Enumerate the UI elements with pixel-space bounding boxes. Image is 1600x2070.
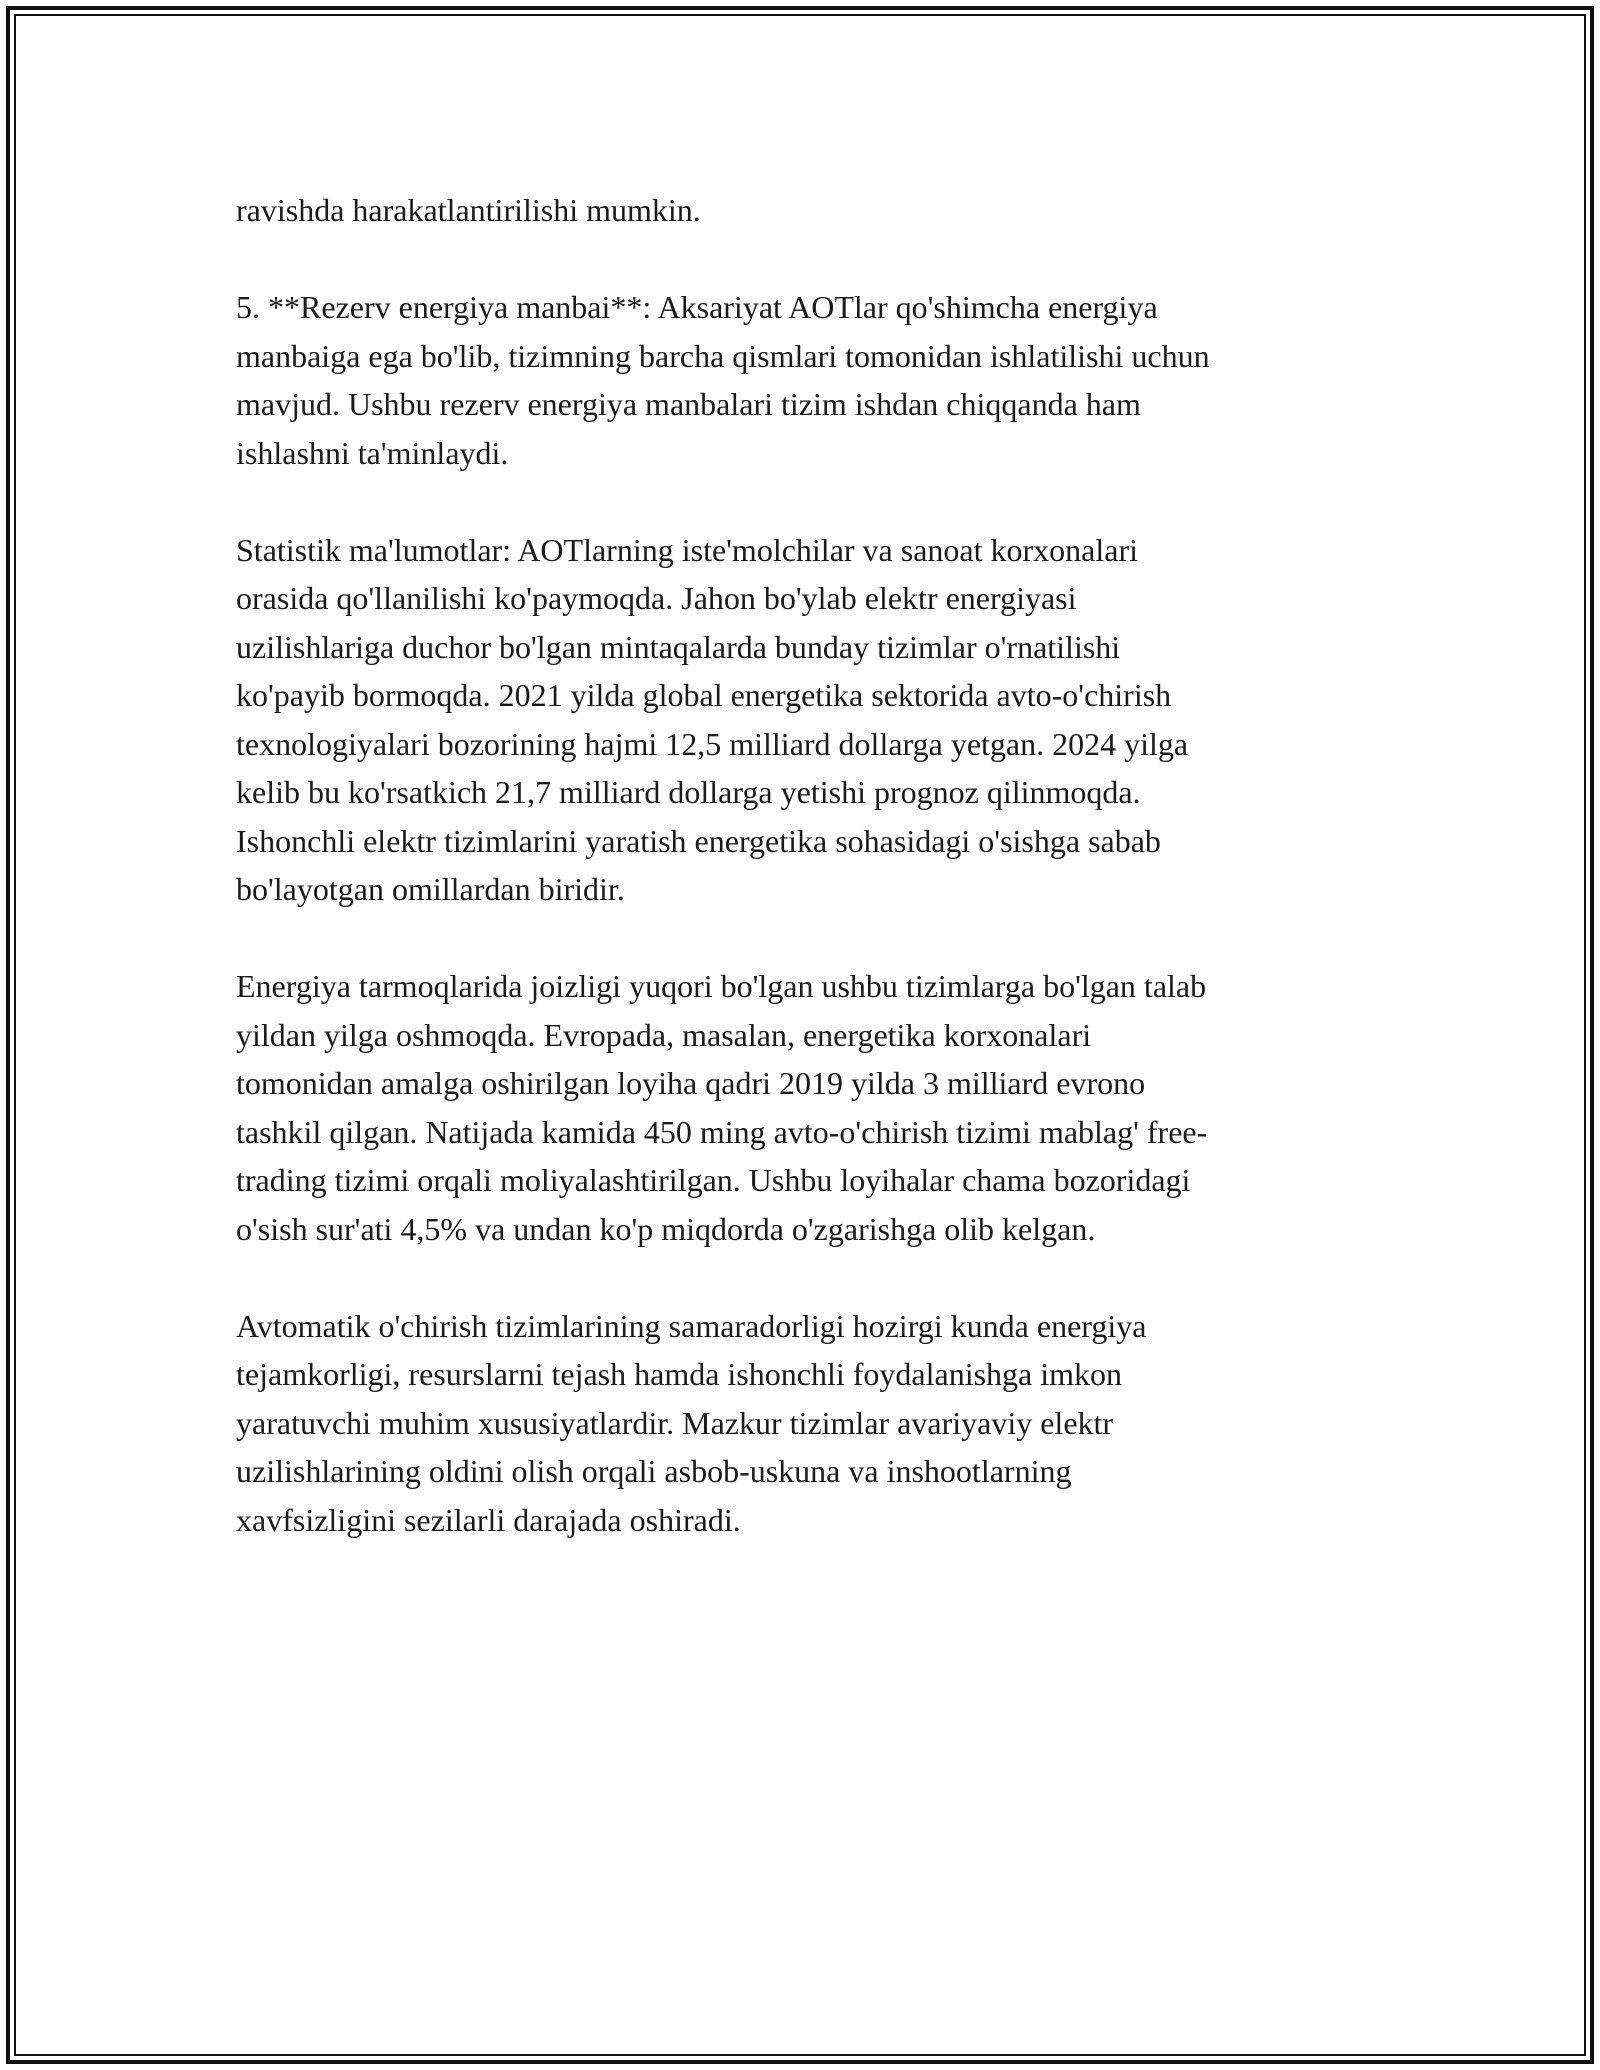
paragraph-continuation: ravishda harakatlantirilishi mumkin.	[236, 192, 701, 228]
paragraph-energy-networks-demand: Energiya tarmoqlarida joizligi yuqori bo'lgan ushbu tizimlarga bo'lgan talab yildan yilga oshmoqda. Evropada, masalan, energetika korxonalari tomonidan amalga oshirilgan loyiha qadri 2019 yilda 3 milliard evrono tashkil qilgan. Natijada kamida 450 ming avto-o'chirish tizimi mablag' free- trading tizimi orqali moliyalashtirilgan. Ushbu loyihalar chama bozoridagi o'sish sur'ati 4,5% va undan ko'p miqdorda o'zgarishga olib kelgan.	[236, 968, 1208, 1247]
paragraph-statistics: Statistik ma'lumotlar: AOTlarning iste'molchilar va sanoat korxonalari orasida qo'llanilishi ko'paymoqda. Jahon bo'ylab elektr energiyasi uzilishlariga duchor bo'lgan mintaqalarda bunday tizimlar o'rnatilishi ko'payib bormoqda. 2021 yilda global energetika sektorida avto-o'chirish texnologiyalari bozorining hajmi 12,5 milliard dollarga yetgan. 2024 yilga kelib bu ko'rsatkich 21,7 milliard dollarga yetishi prognoz qilinmoqda. Ishonchli elektr tizimlarini yaratish energetika sohasidagi o'sishga sabab bo'layotgan omillardan biridir.	[236, 531, 1189, 907]
document-body	[236, 186, 1366, 1593]
paragraph-reserve-energy-source: 5. **Rezerv energiya manbai**: Aksariyat AOTlar qo'shimcha energiya manbaiga ega bo'lib, tizimning barcha qismlari tomonidan ishlatilishi uchun mavjud. Ushbu rezerv energiya manbalari tizim ishdan chiqqanda ham ishlashni ta'minlaydi.	[236, 289, 1210, 471]
paragraph-efficiency: Avtomatik o'chirish tizimlarining samaradorligi hozirgi kunda energiya tejamkorligi, resurslarni tejash hamda ishonchli foydalanishga imkon yaratuvchi muhim xususiyatlardir. Mazkur tizimlar avariyaviy elektr uzilishlarining oldini olish orqali asbob-uskuna va inshootlarning xavfsizligini sezilarli darajada oshiradi.	[236, 1307, 1147, 1538]
